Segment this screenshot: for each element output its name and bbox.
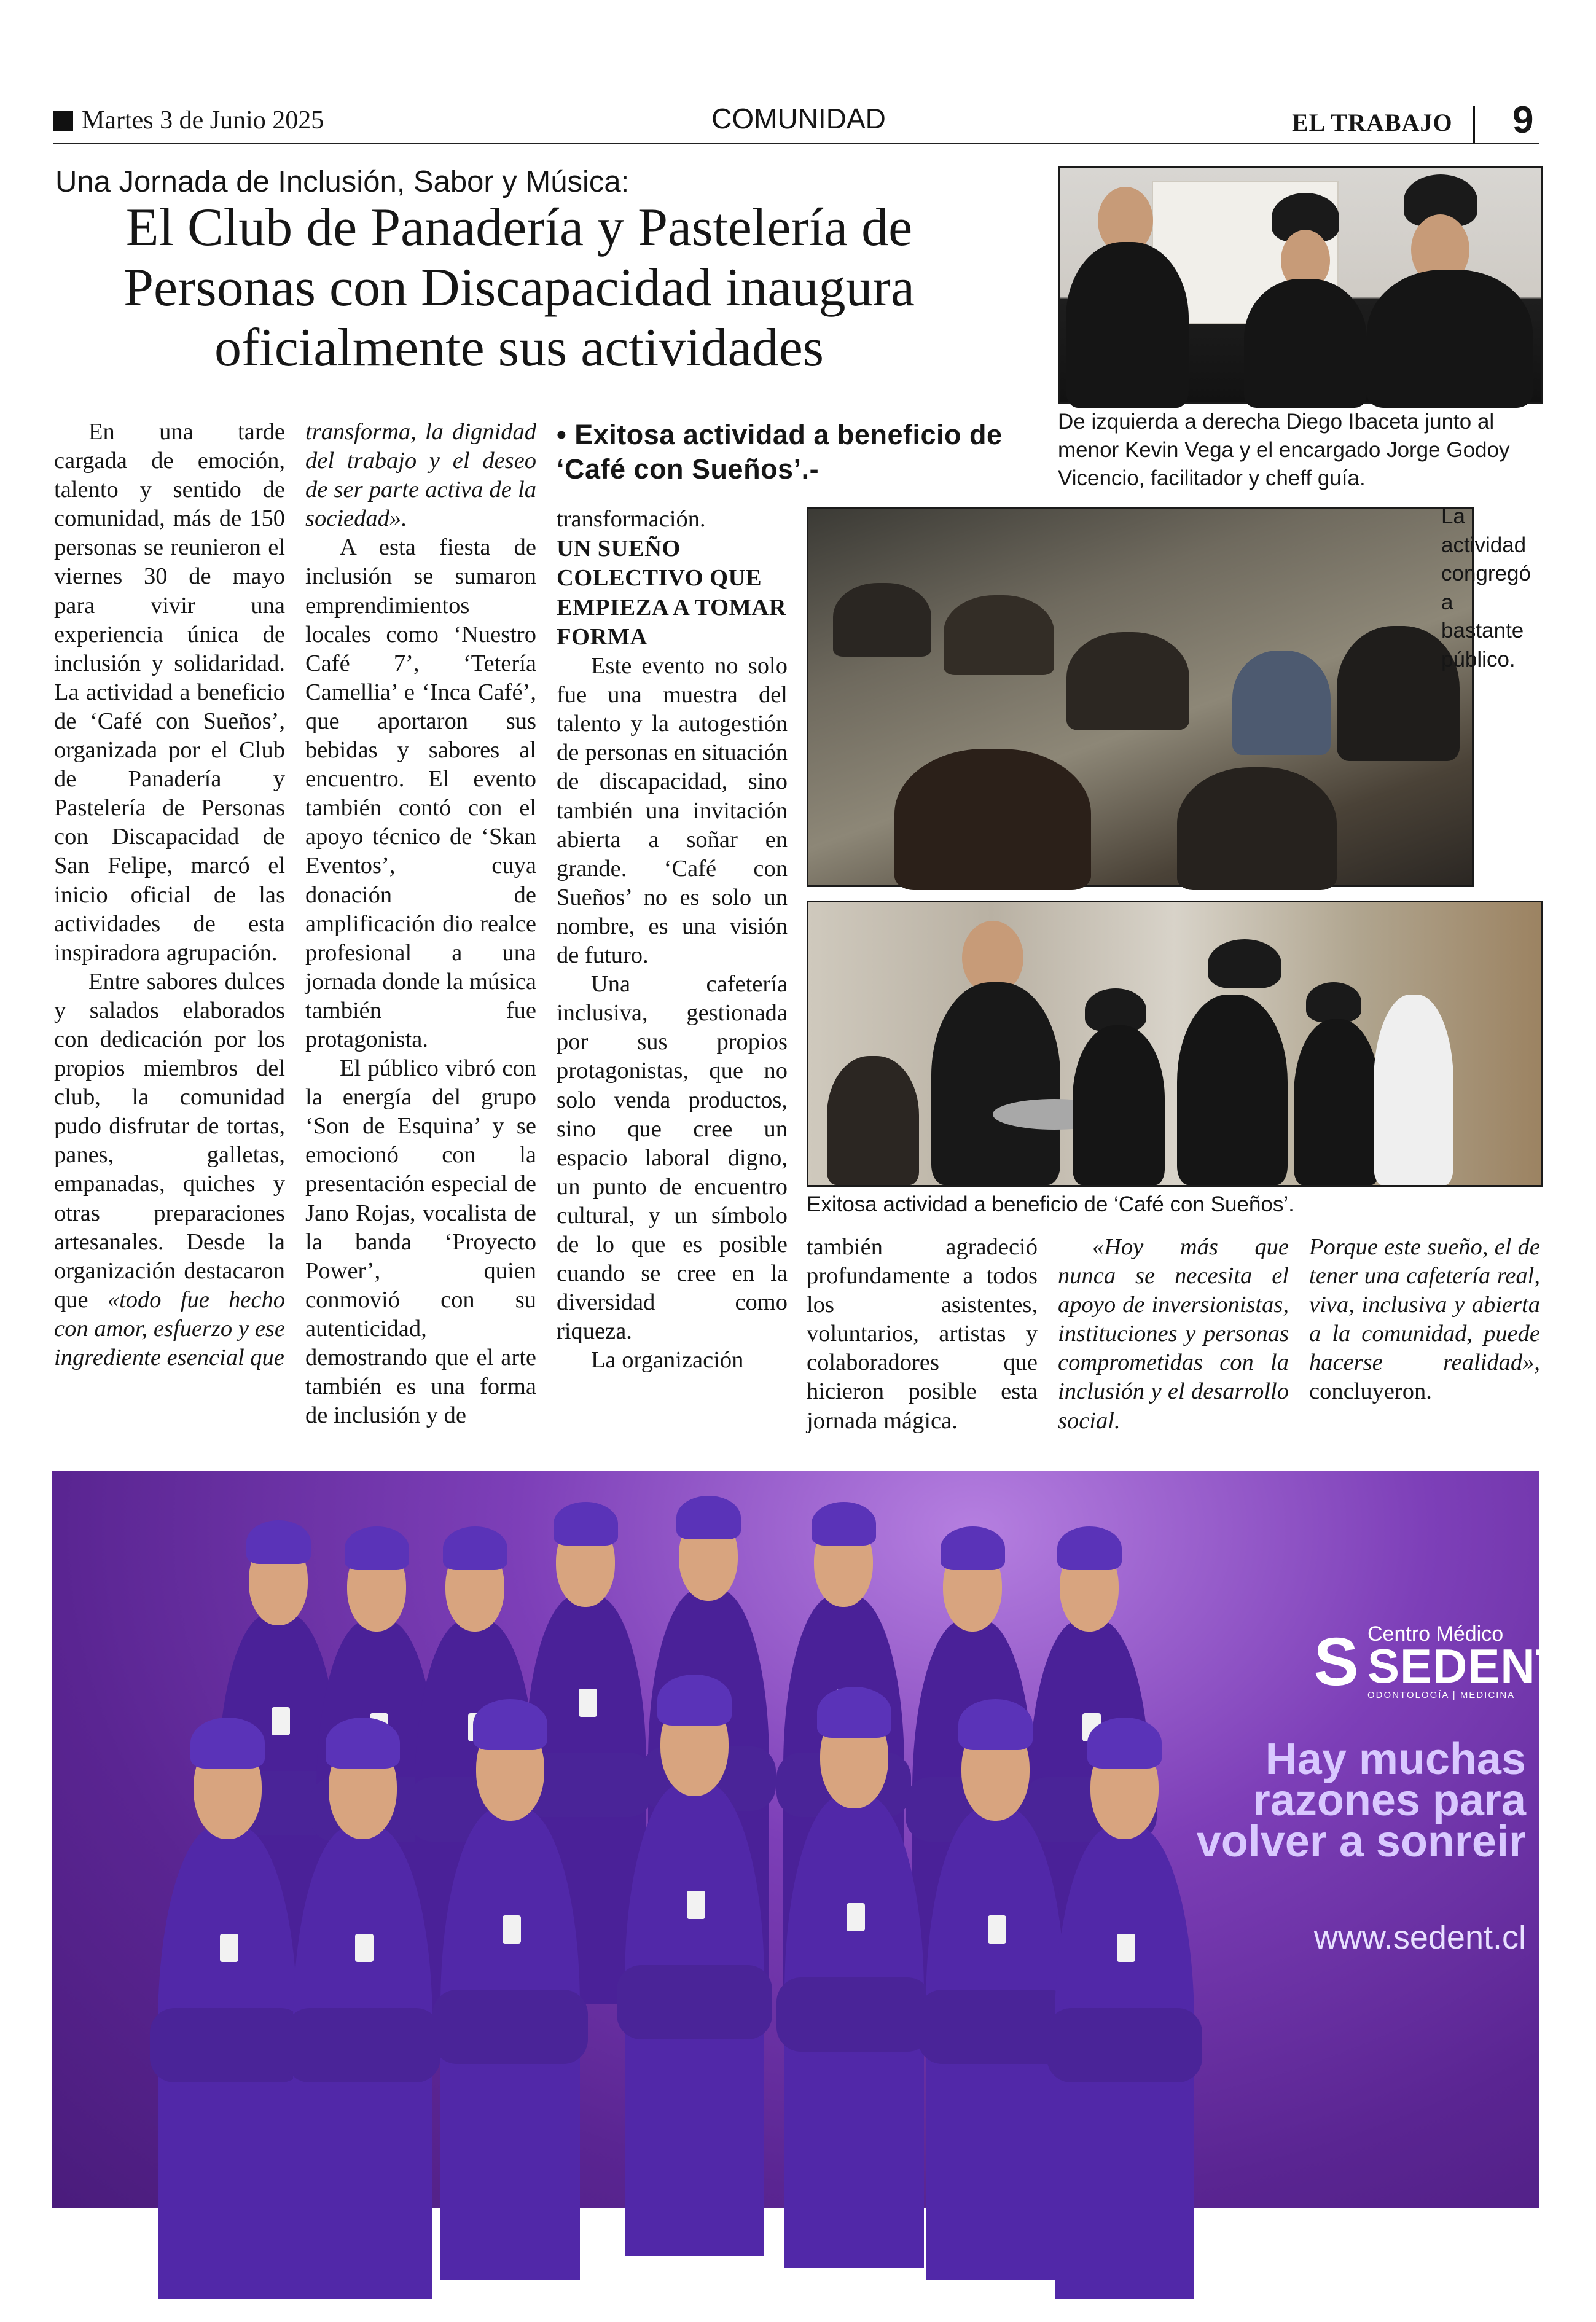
ad-slogan: Hay muchas razones para volver a sonreir: [1196, 1735, 1526, 1866]
audience-silhouette: [1177, 767, 1337, 890]
paragraph: Este evento no solo fue una muestra del talento y la autogestión de personas en situación de discapacidad, sino también una invitación abierta a soñar en grande. ‘Café con Sueños’ no es solo un nombre, es una visión de futuro.: [557, 653, 788, 969]
newspaper-name: EL TRABAJO: [1292, 109, 1453, 136]
id-badge: [847, 1903, 865, 1931]
figure-arms: [776, 1977, 932, 2052]
person-body: [1244, 279, 1367, 408]
id-badge: [687, 1891, 705, 1919]
figure-cap-h: [443, 1526, 507, 1570]
logo-subtitle: ODONTOLOGÍA | MEDICINA: [1367, 1690, 1516, 1700]
figure-cap-h: [190, 1718, 265, 1769]
figure-cap-h: [958, 1699, 1033, 1750]
quote-run: «todo fue hecho con amor, esfuerzo y ese ingrediente esencial que: [54, 1286, 285, 1370]
ad-url[interactable]: www.sedent.cl: [1313, 1919, 1526, 1956]
figure-arms: [1047, 2008, 1202, 2082]
photo-chefs-portrait: [1058, 166, 1543, 404]
figure-cap-h: [345, 1526, 409, 1570]
staff-group-photo: [52, 1471, 1280, 2208]
person-body: [1294, 1019, 1380, 1185]
quote-run: transforma, la dignidad del trabajo y el deseo de ser parte activa de la sociedad».: [305, 419, 536, 532]
paragraph: [54, 968, 285, 1372]
person-body: [1073, 1025, 1165, 1185]
section-subheading: UN SUEÑO COLECTIVO QUE EMPIEZA A TOMAR FORMA: [557, 536, 787, 651]
paragraph: transformación.: [557, 506, 706, 532]
photo-caption: La actividad congregó a bastante público.: [1441, 504, 1531, 671]
person-body: [1374, 995, 1453, 1185]
article-column-2: [305, 418, 536, 1430]
article-column-1: [54, 418, 285, 1372]
logo-top-text: Centro Médico: [1367, 1622, 1504, 1646]
paragraph: La organización: [591, 1347, 744, 1374]
paragraph: El público vibró con la energía del grupo ‘Son de Esquina’ y se emocionó con la presentación especial de Jano Rojas, vocalista de la banda ‘Proyecto Power’, quien conmovió con su autenticidad, demostrando que el arte también es una forma de inclusión y de: [305, 1055, 536, 1429]
audience-silhouette: [944, 595, 1054, 675]
section-name: COMUNIDAD: [711, 103, 886, 135]
figure-cap-h: [326, 1718, 400, 1769]
header-divider: [1473, 106, 1475, 144]
logo-name: SEDENT: [1367, 1639, 1566, 1693]
chef-hat: [1306, 982, 1361, 1022]
audience-silhouette: [833, 583, 931, 657]
paragraph: Una cafetería inclusiva, gestionada por sus propios protagonistas, que no solo venda productos, sino que cree un espacio laboral digno, un punto de encuentro cultural, y un símbolo de lo que es posible cuando se cree en la diversidad como riqueza.: [557, 971, 788, 1345]
sedent-advertisement[interactable]: [52, 1471, 1566, 2208]
photo-serving: [807, 901, 1543, 1187]
id-badge: [220, 1934, 238, 1962]
figure-cap-h: [1057, 1526, 1122, 1570]
id-badge: [355, 1934, 374, 1962]
person-body: [1367, 270, 1533, 408]
id-badge: [272, 1707, 290, 1735]
figure-arms: [285, 2008, 440, 2082]
bullet-subheading: • Exitosa actividad a beneficio de ‘Café con Sueños’.-: [557, 419, 1003, 485]
paragraph: [1309, 1233, 1540, 1407]
article-headline: El Club de Panadería y Pastelería de Personas con Discapacidad inaugura oficialmente sus actividades: [123, 198, 915, 378]
figure-cap-h: [817, 1687, 891, 1738]
id-badge: [579, 1689, 597, 1717]
paragraph: [1058, 1233, 1289, 1436]
page-number: 9: [1512, 99, 1534, 141]
waiter-body: [931, 982, 1060, 1185]
id-badge: [1117, 1934, 1135, 1962]
paragraph: también agradeció profundamente a todos los asistentes, voluntarios, artistas y colaboradores que hicieron posible esta jornada mágica.: [807, 1234, 1038, 1434]
date-text: Martes 3 de Junio 2025: [82, 106, 324, 135]
quote-run: Porque este sueño, el de tener una cafetería real, viva, inclusiva y abierta a la comunidad, puede hacerse realidad»: [1309, 1234, 1540, 1376]
edition-date: [53, 106, 324, 135]
figure-cap-h: [554, 1502, 618, 1546]
audience-silhouette: [1232, 651, 1331, 755]
article-column-5: [1058, 1233, 1289, 1436]
paragraph: En una tarde cargada de emoción, talento y sentido de comunidad, más de 150 personas se reunieron el viernes 30 de mayo para vivir una experiencia única de inclusión y solidaridad. La actividad a beneficio de ‘Café con Sueños’, organizada por el Club de Panadería y Pastelería de Personas con Discapacidad de San Felipe, marcó el inicio oficial de las actividades de esta inspiradora agrupación.: [54, 419, 285, 966]
chef-hat: [1208, 939, 1281, 988]
photo-caption: De izquierda a derecha Diego Ibaceta junto al menor Kevin Vega y el encargado Jorge Godoy Vicencio, facilitador y cheff guía.: [1058, 410, 1510, 490]
audience-silhouette: [827, 1056, 919, 1185]
figure-cap-h: [657, 1675, 732, 1726]
text-run: Entre sabores dulces y salados elaborados con dedicación por los propios miembros del club, la comunidad pudo disfrutar de tortas, panes, galletas, empanadas, quiches y otras preparaciones artesanales. Desde la organización destacaron que: [54, 968, 285, 1313]
photo-caption: Exitosa actividad a beneficio de ‘Café con Sueños’.: [807, 1192, 1294, 1216]
text-run: , concluyeron.: [1309, 1350, 1540, 1405]
audience-silhouette: [1066, 632, 1189, 730]
person-body: [1066, 242, 1189, 408]
paragraph: [305, 418, 536, 533]
figure-arms: [432, 1990, 588, 2064]
person-body: [1177, 995, 1288, 1185]
square-bullet-icon: [53, 111, 73, 131]
sedent-s-logo-icon: S: [1313, 1624, 1359, 1700]
article-column-4: [807, 1233, 1038, 1436]
figure-cap-h: [941, 1526, 1005, 1570]
id-badge: [988, 1915, 1006, 1944]
logo-text: [1367, 1624, 1565, 1700]
id-badge: [503, 1915, 521, 1944]
article-kicker: Una Jornada de Inclusión, Sabor y Música:: [55, 165, 630, 198]
sedent-logo: [1311, 1624, 1565, 1700]
figure-cap-h: [812, 1502, 876, 1546]
figure-cap-h: [473, 1699, 547, 1750]
figure-arms: [617, 1965, 772, 2039]
header-rule: [53, 143, 1539, 144]
photo-audience: [807, 507, 1474, 887]
figure-cap-h: [676, 1496, 741, 1539]
figure-arms: [150, 2008, 305, 2082]
article-column-6: [1309, 1233, 1540, 1407]
figure-cap-h: [246, 1520, 311, 1564]
paragraph: A esta fiesta de inclusión se sumaron emprendimientos locales como ‘Nuestro Café 7’, ‘Tetería Camellia’ e ‘Inca Café’, que aportaron sus bebidas y sabores al encuentro. El evento también contó con el apoyo técnico de ‘Skan Eventos’, cuya donación de amplificación dio realce profesional a una jornada donde la música también fue protagonista.: [305, 534, 536, 1052]
article-column-3: [557, 505, 788, 1375]
audience-silhouette: [894, 749, 1091, 890]
quote-run: «Hoy más que nunca se necesita el apoyo de inversionistas, instituciones y personas comprometidas con la inclusión y el desarrollo social.: [1058, 1234, 1289, 1434]
